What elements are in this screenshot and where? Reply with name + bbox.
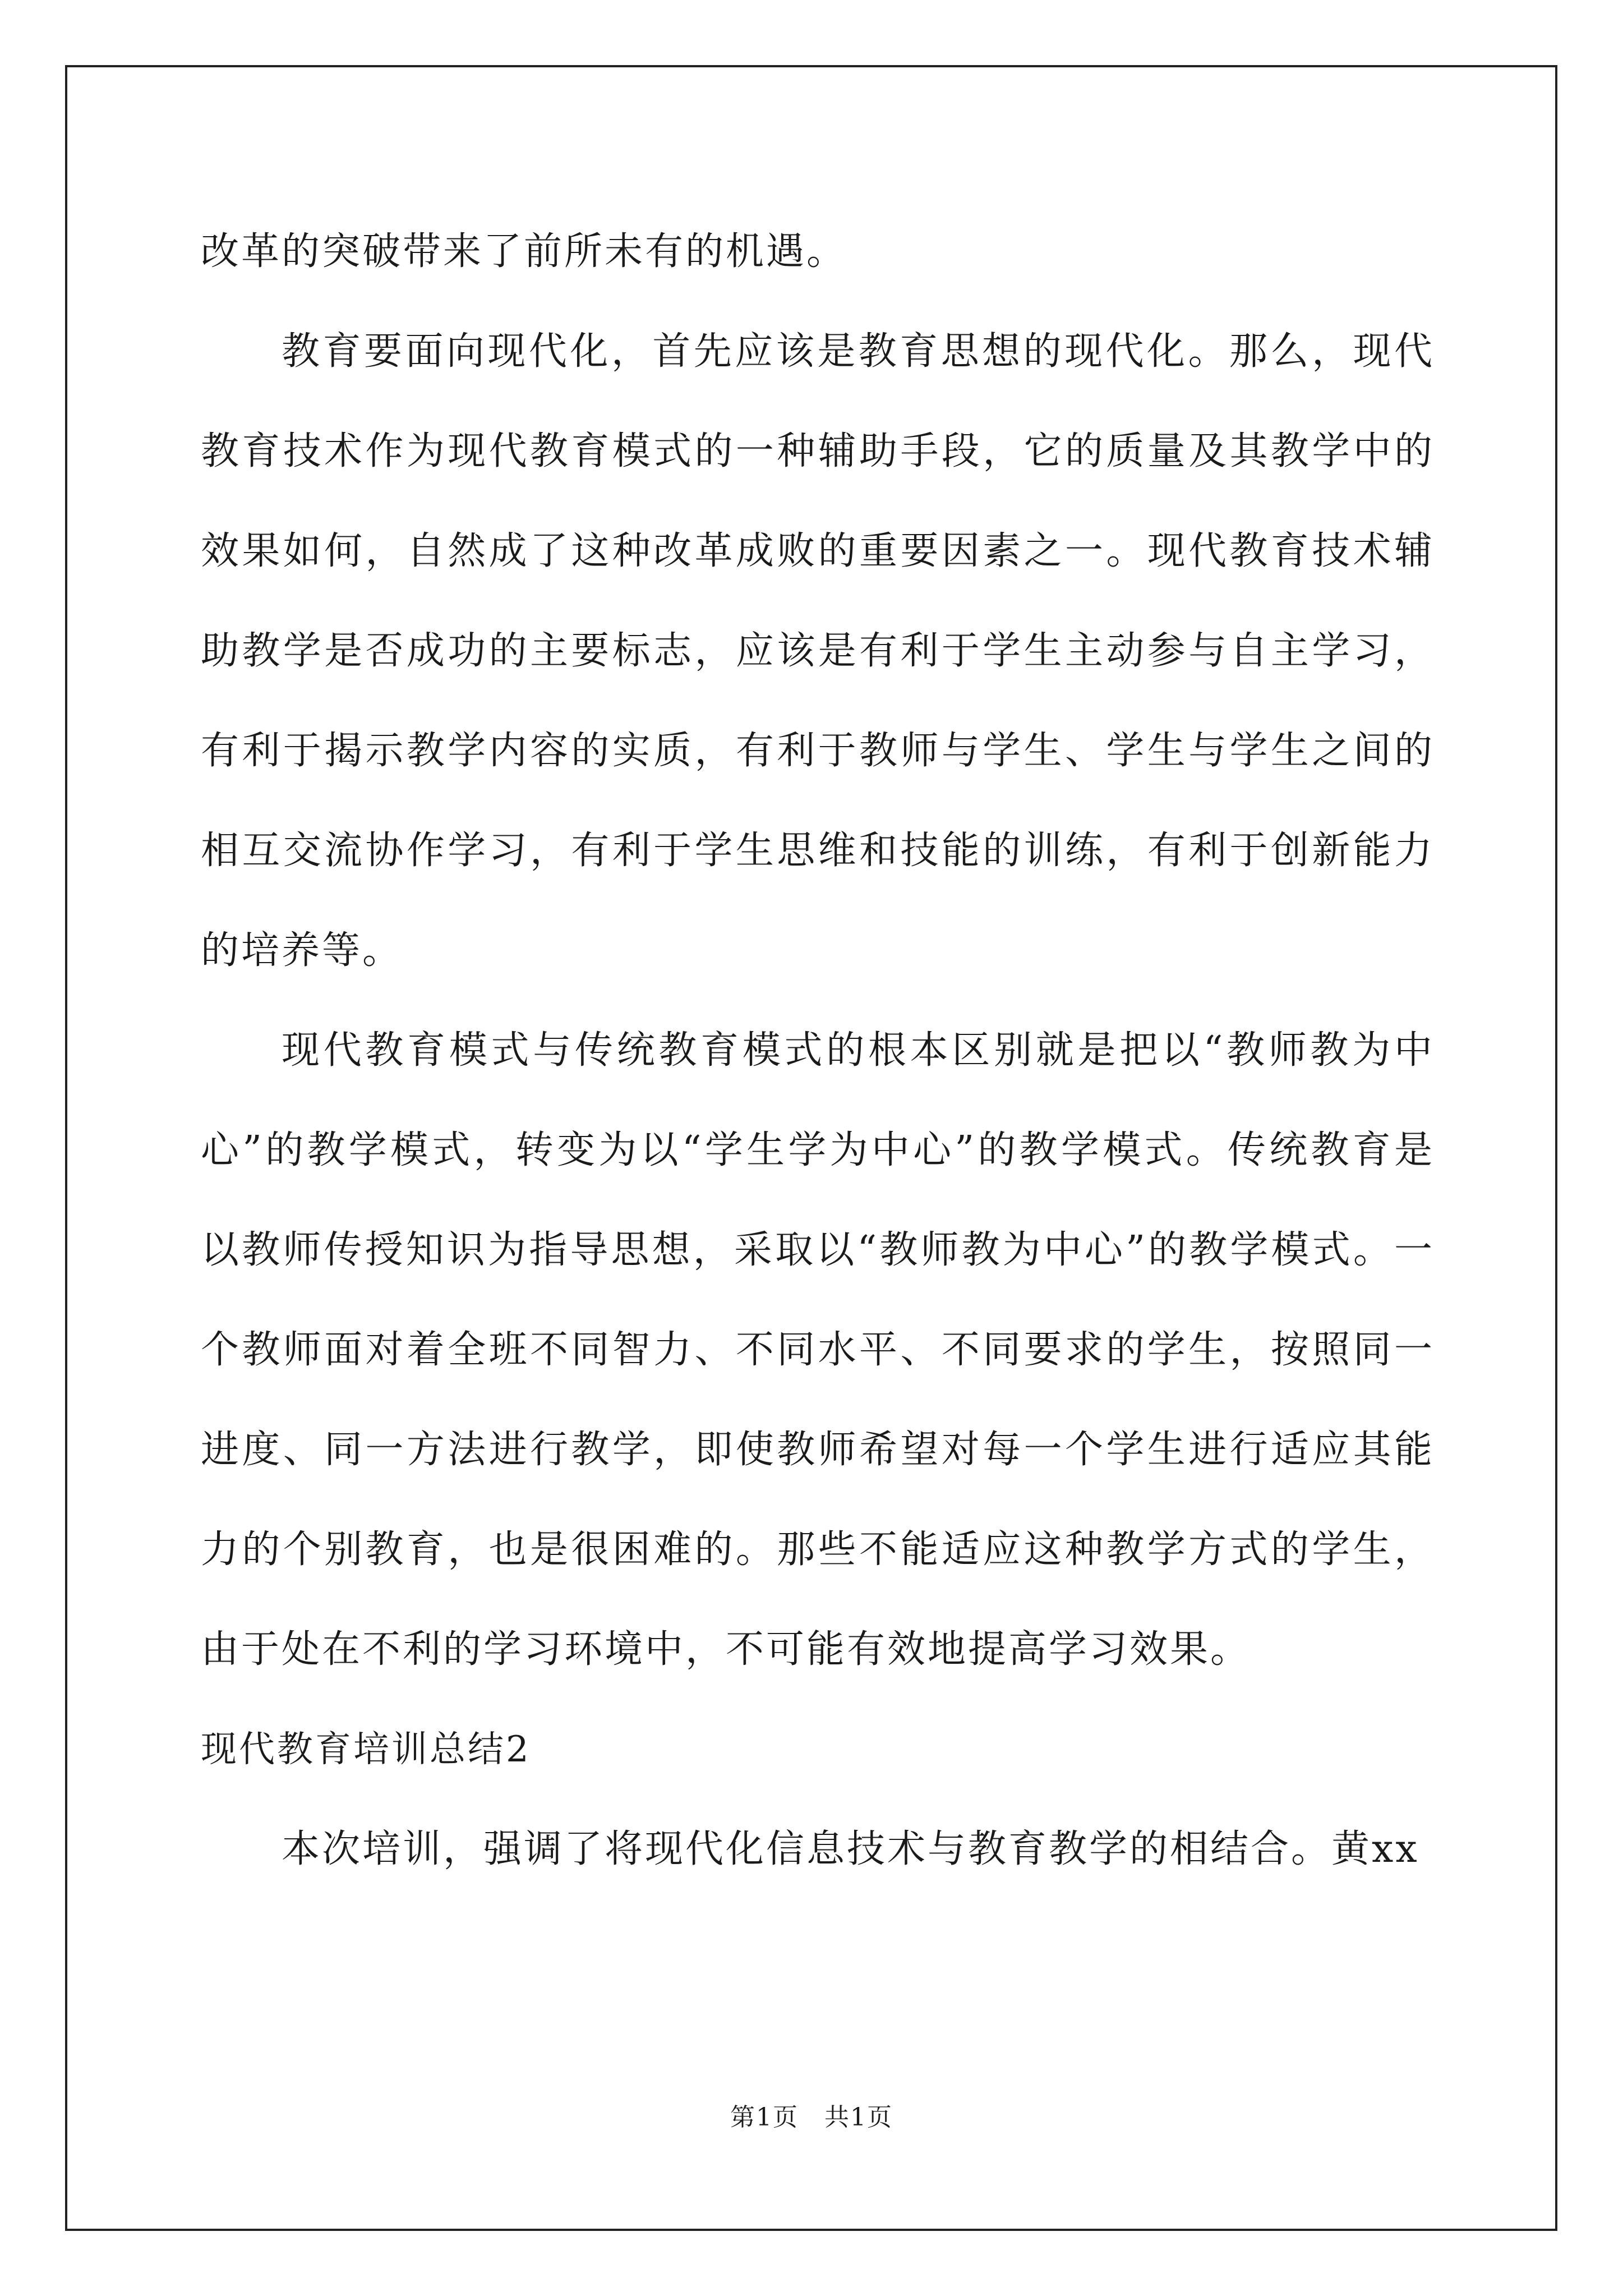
document-body	[201, 202, 1435, 1899]
paragraph-training: 本次培训，强调了将现代化信息技术与教育教学的相结合。黄xx	[282, 1827, 1419, 1871]
paragraph-continuation: 改革的突破带来了前所未有的机遇。	[201, 229, 847, 274]
paragraph-modernization: 教育要面向现代化，首先应该是教育思想的现代化。那么，现代教育技术作为现代教育模式的一种辅助手段，它的质量及其教学中的效果如何，自然成了这种改革成败的重要因素之一。现代教育技术辅助教学是否成功的主要标志，应该是有利于学生主动参与自主学习，有利于揭示教学内容的实质，有利于教师与学生、学生与学生之间的相互交流协作学习，有利于学生思维和技能的训练，有利于创新能力的培养等。	[201, 329, 1435, 973]
paragraph-teaching-mode: 现代教育模式与传统教育模式的根本区别就是把以“教师教为中心”的教学模式，转变为以“学生学为中心”的教学模式。传统教育是以教师传授知识为指导思想，采取以“教师教为中心”的教学模式。一个教师面对着全班不同智力、不同水平、不同要求的学生，按照同一进度、同一方法进行教学，即使教师希望对每一个学生进行适应其能力的个别教育，也是很困难的。那些不能适应这种教学方式的学生，由于处在不利的学习环境中，不可能有效地提高学习效果。	[201, 1028, 1435, 1672]
page-number-footer: 第1页 共1页	[730, 2103, 893, 2132]
section-heading: 现代教育培训总结2	[201, 1729, 531, 1770]
